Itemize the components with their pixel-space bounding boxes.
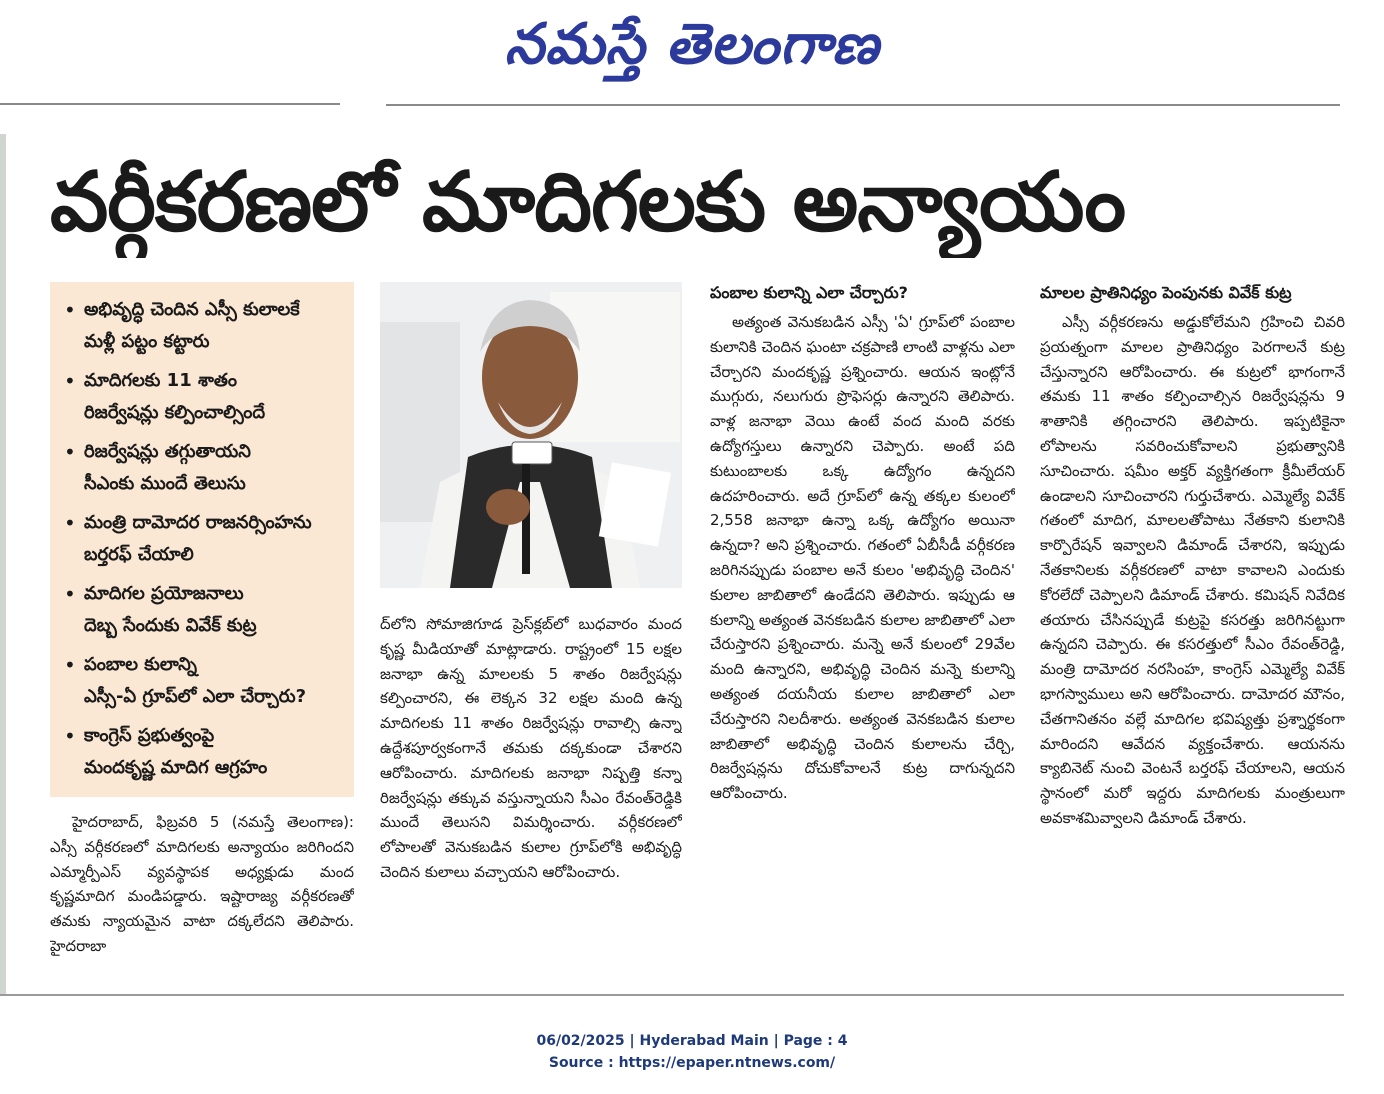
highlight-item bbox=[60, 436, 348, 500]
article-headline: వర్గీకరణలో మాదిగలకు అన్యాయం bbox=[50, 155, 1126, 250]
bullet-icon: • bbox=[64, 369, 76, 393]
highlight-item bbox=[60, 720, 348, 784]
highlight-line: దెబ్బ సేందుకు వివేక్ కుట్ర bbox=[84, 615, 257, 636]
article-column-2 bbox=[380, 612, 682, 977]
bullet-icon: • bbox=[64, 511, 76, 535]
masthead-rule-left bbox=[0, 103, 340, 105]
highlight-item bbox=[60, 578, 348, 642]
bullet-icon: • bbox=[64, 653, 76, 677]
speaker-photo-illustration bbox=[380, 282, 682, 588]
article-column-3 bbox=[710, 280, 1015, 980]
highlight-line: మాదిగలకు 11 శాతం bbox=[84, 370, 237, 391]
source-link[interactable]: Source : https://epaper.ntnews.com/ bbox=[548, 1055, 836, 1071]
section-subhead: పంబాల కులాన్ని ఎలా చేర్చారు? bbox=[710, 283, 908, 302]
article-paragraph: అత్యంత వెనుకబడిన ఎస్సీ 'ఏ' గ్రూప్‌లో పంబాల కులానికి చెందిన ఘంటా చక్రపాణి లాంటి వాళ్లను ఎలా చేర్చారని మందకృష్ణ ప్రశ్నించారు. ఆయన ఇంట్లోనే ముగ్గురు, నలుగురు ప్రొఫెసర్లు ఉన్నారని తెలిపారు. వాళ్ల జనాభా వెయి ఉంటే వంద మంది వరకు ఉద్యోగస్తులు ఉన్నారని చెప్పారు. అంటే పది కుటుంబాలకు ఒక్క ఉద్యోగం ఉన్నదని ఉదహరించారు. అదే గ్రూప్‌లో ఉన్న తక్కల కులంలో 2,558 జనాభా ఉన్నా ఒక్క ఉద్యోగం అయినా ఉన్నదా? అని ప్రశ్నించారు. గతంలో ఏబీసీడీ వర్గీకరణ జరిగినప్పుడు పంబాల అనే కులం 'అభివృద్ధి చెందిన' కులాల జాబితాలో ఉండేదని తెలిపారు. ఇప్పుడు ఆ కులాన్ని అత్యంత వెనకబడిన కులాల జాబితాలో ఎలా చేరుస్తారని ప్రశ్నించారు. మన్నె అనే కులంలో 29వేల మంది ఉన్నారని, అభివృద్ధి చెందిన మన్నె కులాన్ని అత్యంత దయనీయ కులాల జాబితాలో ఎలా చేరుస్తారని నిలదీశారు. అత్యంత వెనకబడిన కులాల జాబితాలో అభివృద్ధి చెందిన కులాలను చేర్చి, రిజర్వేషన్లను దోచుకోవాలనే కుట్ర దాగున్నదని ఆరోపించారు. bbox=[710, 313, 1015, 803]
article-paragraph: ఎస్సీ వర్గీకరణను అడ్డుకోలేమని గ్రహించి చివరి ప్రయత్నంగా మాలల ప్రాతినిధ్యం పెరగాలనే కుట్ర చేస్తున్నారని ఆరోపించారు. ఈ కుట్రలో భాగంగానే తమకు 11 శాతం కల్పించాల్సిన రిజర్వేషన్లను 9 శాతానికి తగ్గించారని తెలిపారు. ఇప్పటికైనా లోపాలను సవరించుకోవాలని ప్రభుత్వానికి సూచించారు. షమీం అక్తర్ వ్యక్తిగతంగా క్రీమీలేయర్ ఉండాలని సూచించారని గుర్తుచేశారు. ఎమ్మెల్యే వివేక్ గతంలో మాదిగ, మాలలతోపాటు నేతకాని కులానికి కార్పొరేషన్ ఇవ్వాలని డిమాండ్ చేశారని, ఇప్పుడు నేతకానిలకు వర్గీకరణలో వాటా కావాలని ఎందుకు కోరలేదో చెప్పాలని డిమాండ్ చేశారు. కమిషన్ నివేదిక తయారు చేసినప్పుడే కుట్రపై కసరత్తు జరిగినట్టుగా ఉన్నదని చెప్పారు. ఈ కసరత్తులో సీఎం రేవంత్‌రెడ్డి, మంత్రి దామోదర నరసింహ, కాంగ్రెస్ ఎమ్మెల్యే వివేక్ భాగస్వాములు అని ఆరోపించారు. దామోదర మౌనం, చేతగానితనం వల్లే మాదిగల భవిష్యత్తు ప్రశ్నార్థకంగా మారిందని ఆవేదన వ్యక్తంచేశారు. ఆయనను క్యాబినెట్ నుంచి వెంటనే బర్తరఫ్ చేయాలని, ఆయన స్థానంలో మరో ఇద్దరు మాదిగలకు మంత్రులుగా అవకాశమివ్వాలని డిమాండ్ చేశారు. bbox=[1040, 313, 1345, 827]
highlight-item bbox=[60, 294, 348, 358]
highlight-item bbox=[60, 365, 348, 429]
edition-info: 06/02/2025 | Hyderabad Main | Page : 4 bbox=[536, 1033, 848, 1049]
highlight-line: రిజర్వేషన్లు కల్పించాల్సిందే bbox=[84, 402, 266, 423]
article-paragraph: ద్‌లోని సోమాజిగూడ ప్రెస్‌క్లబ్‌లో బుధవారం మంద కృష్ణ మీడియాతో మాట్లాడారు. రాష్ట్రంలో 15 లక్షల జనాభా ఉన్న మాలలకు 5 శాతం రిజర్వేషన్లు కల్పించారని, ఈ లెక్కన 32 లక్షల మంది ఉన్న మాదిగలకు 11 శాతం రిజర్వేషన్లు రావాల్సి ఉన్నా ఉద్దేశపూర్వకంగానే తమకు దక్కకుండా చేశారని ఆరోపించారు. మాదిగలకు జనాభా నిష్పత్తి కన్నా రిజర్వేషన్లు తక్కువ వస్తున్నాయని సీఎం రేవంత్‌రెడ్డికి ముందే తెలుసని విమర్శించారు. వర్గీకరణలో లోపాలతో వెనుకబడిన కులాల గ్రూప్‌లోకి అభివృద్ధి చెందిన కులాలు వచ్చాయని ఆరోపించారు. bbox=[380, 615, 682, 881]
highlight-line: ఎస్సీ-ఏ గ్రూప్‌లో ఎలా చేర్చారు? bbox=[84, 686, 307, 707]
bullet-icon: • bbox=[64, 582, 76, 606]
highlight-line: సీఎంకు ముందే తెలుసు bbox=[84, 473, 246, 494]
highlight-line: రిజర్వేషన్లు తగ్గుతాయని bbox=[84, 441, 251, 462]
highlight-line: మంత్రి దామోదర రాజనర్సింహను bbox=[84, 512, 312, 533]
masthead bbox=[0, 8, 1384, 80]
highlight-line: మాదిగల ప్రయోజనాలు bbox=[84, 583, 244, 604]
highlight-line: మళ్లీ పట్టం కట్టారు bbox=[84, 331, 210, 352]
highlight-item bbox=[60, 649, 348, 713]
bullet-icon: • bbox=[64, 298, 76, 322]
highlight-line: బర్తరఫ్ చేయాలి bbox=[84, 544, 194, 565]
newspaper-logo: నమస్తే తెలంగాణ bbox=[504, 11, 880, 77]
article-column-4 bbox=[1040, 280, 1345, 980]
highlights-box bbox=[50, 282, 354, 797]
highlight-line: పంబాల కులాన్ని bbox=[84, 654, 197, 675]
masthead-rule-right bbox=[386, 104, 1340, 106]
left-margin-bar bbox=[0, 134, 6, 994]
section-subhead: మాలల ప్రాతినిధ్యం పెంపునకు వివేక్ కుట్ర bbox=[1040, 283, 1292, 302]
bottom-rule bbox=[0, 994, 1344, 996]
page-footer bbox=[0, 1030, 1384, 1074]
highlight-item bbox=[60, 507, 348, 571]
bullet-icon: • bbox=[64, 440, 76, 464]
speaker-photo bbox=[380, 282, 682, 588]
highlight-line: మందకృష్ణ మాదిగ ఆగ్రహం bbox=[84, 757, 268, 778]
highlight-line: కాంగ్రెస్ ప్రభుత్వంపై bbox=[84, 725, 215, 746]
article-paragraph: హైదరాబాద్, ఫిబ్రవరి 5 (నమస్తే తెలంగాణ): ఎస్సీ వర్గీకరణలో మాదిగలకు అన్యాయం జరిగిందని ఎమ్మార్పీఎస్ వ్యవస్థాపక అధ్యక్షుడు మంద కృష్ణమాదిగ మండిపడ్డారు. ఇష్టారాజ్య వర్గీకరణతో తమకు న్యాయమైన వాటా దక్కలేదని తెలిపారు. హైదరాబా bbox=[50, 813, 354, 955]
bullet-icon: • bbox=[64, 724, 76, 748]
highlight-line: అభివృద్ధి చెందిన ఎస్సీ కులాలకే bbox=[84, 299, 300, 320]
article-column-1 bbox=[50, 810, 354, 982]
